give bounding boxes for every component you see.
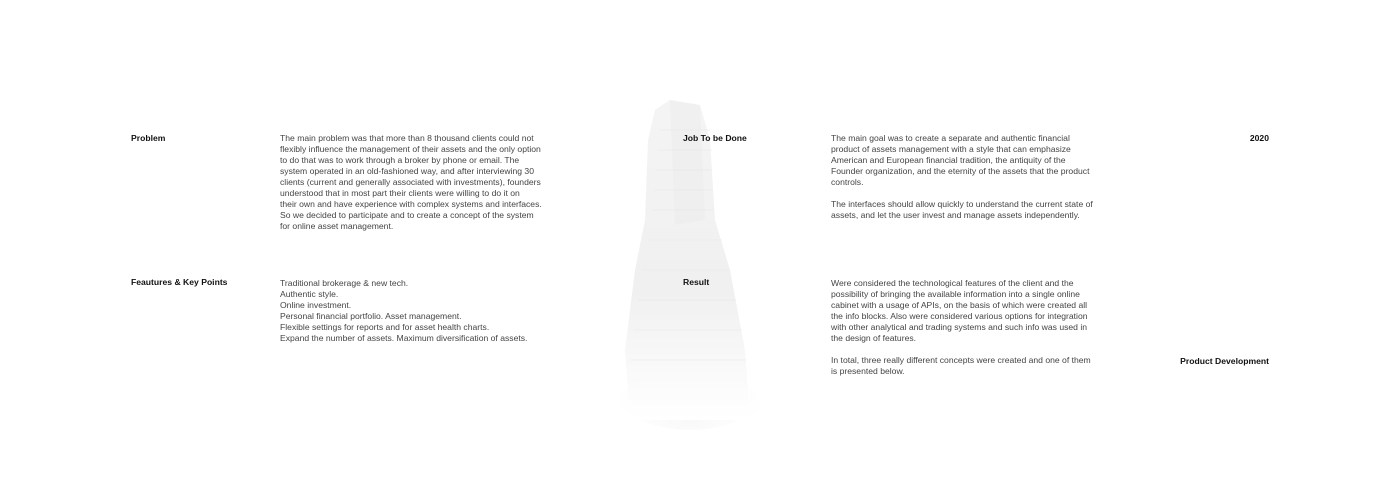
project-category: Product Development bbox=[1180, 356, 1269, 366]
problem-heading: Problem bbox=[131, 133, 166, 143]
features-heading: Feautures & Key Points bbox=[131, 277, 228, 287]
problem-line: So we decided to participate and to create a concept of the system bbox=[280, 210, 534, 220]
feature-item: Authentic style. bbox=[280, 289, 339, 299]
problem-line: system operated in an old-fashioned way, and after interviewing 30 bbox=[280, 166, 534, 176]
job-line: The interfaces should allow quickly to understand the current state of bbox=[831, 199, 1093, 209]
job-line: American and European financial tradition, the antiquity of the bbox=[831, 155, 1066, 165]
job-line: The main goal was to create a separate and authentic financial bbox=[831, 133, 1070, 143]
job-line: Founder organization, and the eternity of the assets that the product bbox=[831, 166, 1090, 176]
result-line: is presented below. bbox=[831, 366, 905, 376]
problem-line: understood that in most part their clients were willing to do it on bbox=[280, 188, 520, 198]
result-line: with other analytical and trading systems and such info was used in bbox=[831, 322, 1088, 332]
features-list bbox=[280, 278, 570, 344]
job-line: product of assets management with a style that can emphasize bbox=[831, 144, 1071, 154]
problem-text bbox=[280, 133, 570, 232]
result-line: the info blocks. Also were considered various options for integration bbox=[831, 311, 1088, 321]
feature-item: Expand the number of assets. Maximum diversification of assets. bbox=[280, 333, 528, 343]
job-text bbox=[831, 133, 1121, 221]
feature-item: Traditional brokerage & new tech. bbox=[280, 278, 409, 288]
skyscraper-background-image bbox=[600, 100, 780, 430]
problem-line: The main problem was that more than 8 thousand clients could not bbox=[280, 133, 534, 143]
problem-line: clients (current and generally associated with investments), founders bbox=[280, 177, 541, 187]
problem-line: to do that was to work through a broker by phone or email. The bbox=[280, 155, 520, 165]
result-line: Were considered the technological features of the client and the bbox=[831, 278, 1074, 288]
problem-line: for online asset management. bbox=[280, 221, 394, 231]
feature-item: Online investment. bbox=[280, 300, 352, 310]
feature-item: Flexible settings for reports and for asset health charts. bbox=[280, 322, 490, 332]
project-year: 2020 bbox=[1249, 133, 1269, 143]
job-heading: Job To be Done bbox=[683, 133, 747, 143]
result-heading: Result bbox=[683, 277, 710, 287]
job-line: assets, and let the user invest and manage assets independently. bbox=[831, 210, 1080, 220]
job-line: controls. bbox=[831, 177, 864, 187]
result-line: cabinet with a usage of APIs, on the basis of which were created all bbox=[831, 300, 1088, 310]
result-line: In total, three really different concepts were created and one of them bbox=[831, 355, 1091, 365]
result-line: possibility of bringing the available information into a single online bbox=[831, 289, 1080, 299]
problem-line: flexibly influence the management of their assets and the only option bbox=[280, 144, 541, 154]
result-line: the design of features. bbox=[831, 333, 917, 343]
feature-item: Personal financial portfolio. Asset management. bbox=[280, 311, 462, 321]
result-text bbox=[831, 278, 1121, 377]
problem-line: their own and have experience with complex systems and interfaces. bbox=[280, 199, 542, 209]
